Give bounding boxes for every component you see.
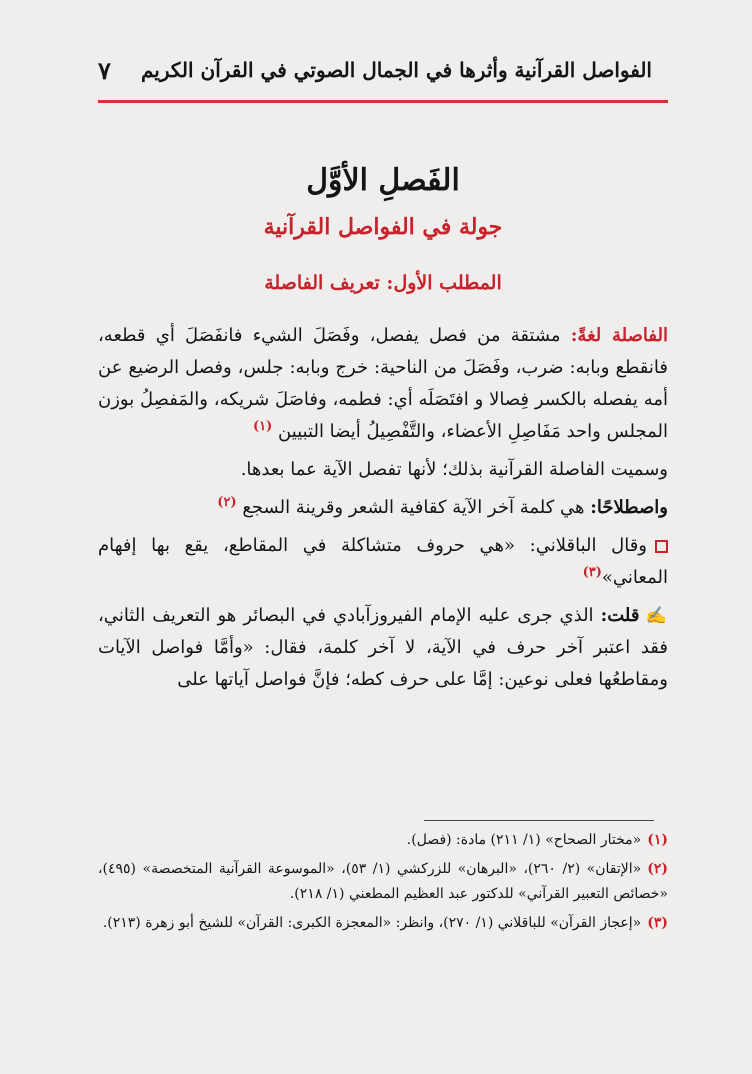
footnote-text: «إعجاز القرآن» للباقلاني (١/ ٢٧٠)، وانظر: «المعجزة الكبرى: القرآن» للشيخ أبو زهرة (٢١٣). [102, 915, 642, 931]
pen-icon: ✍ [645, 606, 668, 626]
footnote [98, 828, 668, 853]
footnote [98, 911, 668, 936]
paragraph-text: وسميت الفاصلة القرآنية بذلك؛ لأنها تفصل الآية عما بعدها. [240, 459, 668, 480]
footnote-ref: (٣) [582, 565, 602, 580]
square-bullet-icon [655, 540, 668, 553]
footnote-divider [424, 820, 654, 821]
paragraph-naming [98, 454, 668, 486]
footnote-number: (١) [647, 832, 668, 848]
footnote-text: «الإتقان» (٢/ ٢٦٠)، «البرهان» للزركشي (١/ ٥٣)، «الموسوعة القرآنية المتخصصة» (٤٩٥)، «خصائص التعبير القرآني» للدكتور عبد العظيم المطعني (١/ ٢١٨). [98, 861, 668, 902]
paragraph-text: الذي جرى عليه الإمام الفيروزآبادي في البصائر هو التعريف الثاني، فقد اعتبر آخر حرف في الآية، لا آخر كلمة، فقال: «وأمَّا فواصل الآيات ومقاطعُها فعلى نوعين: إمَّا على حرف كطه؛ فإنَّ فواصل آياتها على [98, 605, 668, 690]
section-title: المطلب الأول: تعريف الفاصلة [264, 272, 502, 294]
footnote-ref: (٢) [217, 495, 237, 510]
paragraph-lead: الفاصلة لغةً: [570, 325, 668, 346]
running-header-title: الفواصل القرآنية وأثرها في الجمال الصوتي في القرآن الكريم [140, 58, 652, 82]
footnote-number: (٢) [647, 861, 668, 877]
footnote-number: (٣) [647, 915, 668, 931]
footnote-text: «مختار الصحاح» (١/ ٢١١) مادة: (فصل). [406, 832, 642, 848]
footnotes [98, 828, 668, 940]
chapter-title: الفَصلِ الأوَّل [306, 163, 460, 198]
header-divider [98, 100, 668, 103]
chapter-subtitle: جولة في الفواصل القرآنية [263, 214, 503, 240]
paragraph-technical-definition [98, 492, 668, 524]
paragraph-text: وقال الباقلاني: «هي حروف متشاكلة في المقاطع، يقع بها إفهام المعاني» [98, 535, 668, 588]
page-number: ٧ [98, 56, 111, 85]
paragraph-text: مشتقة من فصل يفصل، وفَصَلَ الشيء فانفَصَلَ أي قطعه، فانقطع وبابه: ضرب، وفَصَلَ من الناحية: خرج وبابه: جلس، وفصل الرضيع عن أمه يفصله بالكسر فِصالا و افتَصَلَه أي: فطمه، وفاصَلَ شريكه، والمَفصِلُ بوزن المجلس واحد مَفَاصِلِ الأعضاء، والتَّفْصِيلُ أيضا التبيين [98, 325, 668, 442]
footnote-ref: (١) [253, 419, 273, 434]
paragraph-linguistic-definition [98, 320, 668, 448]
paragraph-text: هي كلمة آخر الآية كقافية الشعر وقرينة السجع [242, 497, 585, 518]
paragraph-lead: قلت: [600, 605, 640, 626]
footnote [98, 857, 668, 907]
paragraph-author-note [98, 600, 668, 696]
paragraph-lead: واصطلاحًا: [590, 497, 668, 518]
main-text [98, 160, 668, 702]
paragraph-baqillani-quote [98, 530, 668, 594]
